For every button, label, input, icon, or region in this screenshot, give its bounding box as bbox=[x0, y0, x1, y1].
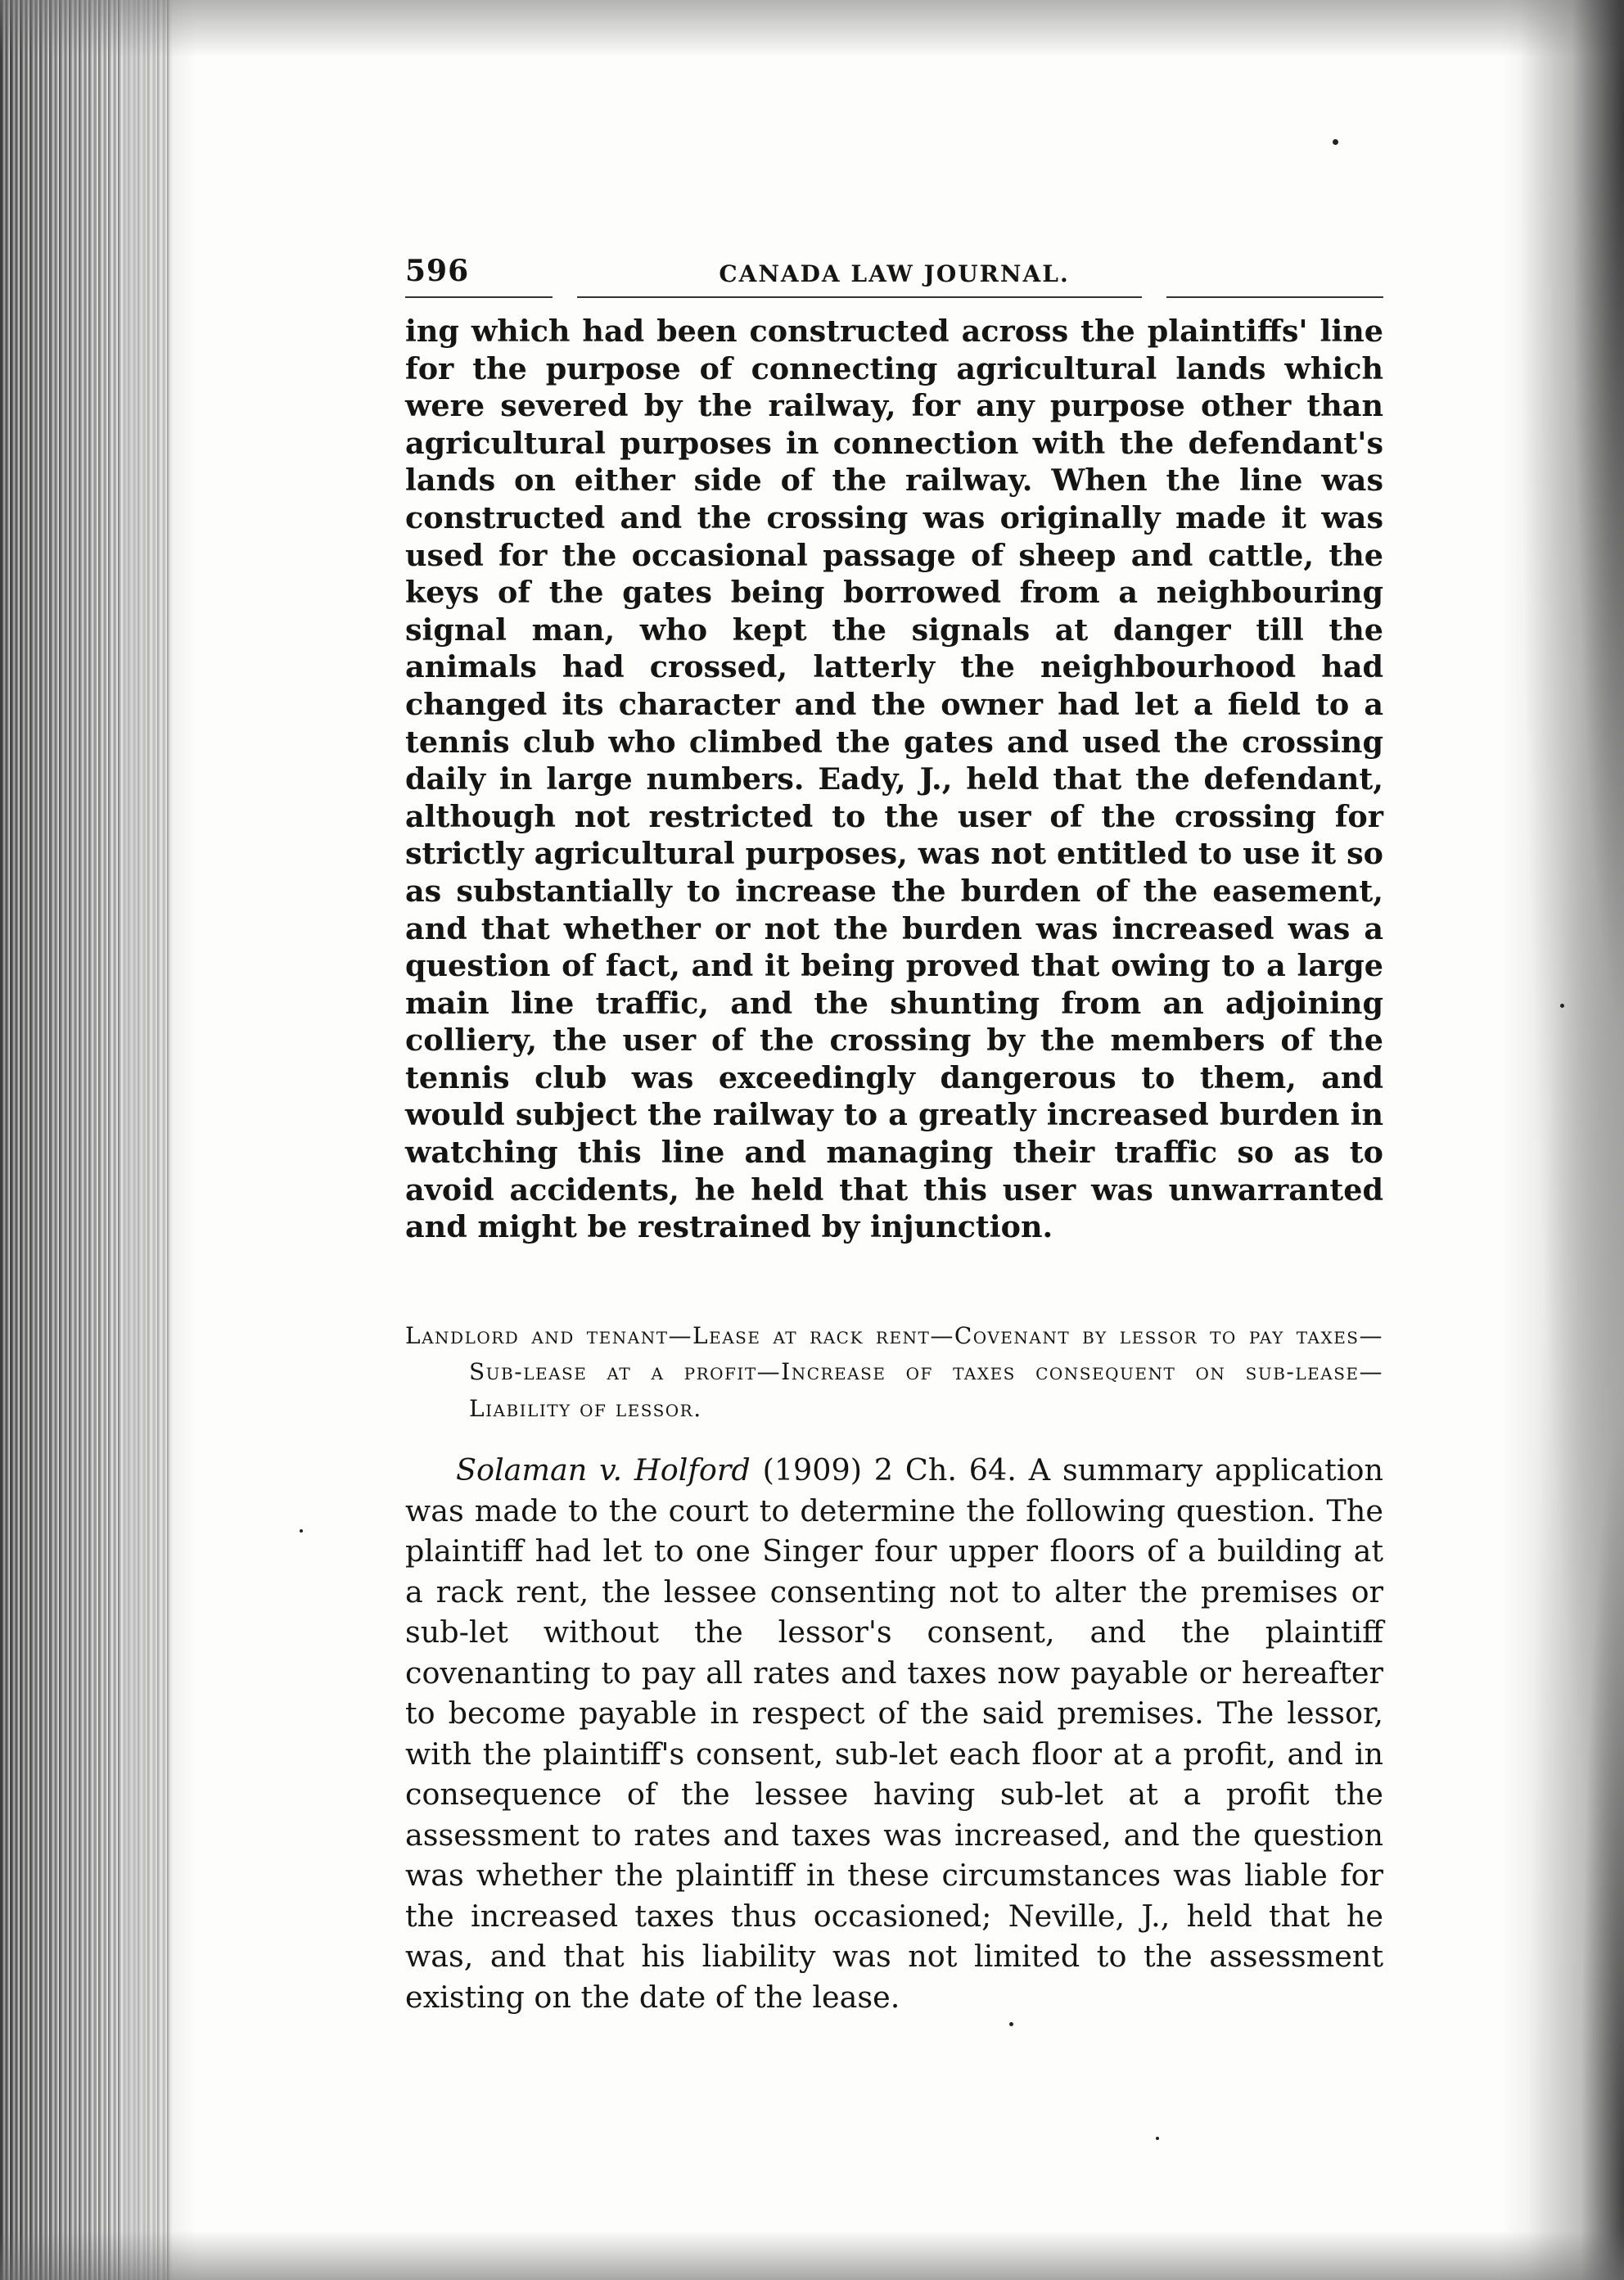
scan-edge-bottom bbox=[0, 2231, 1624, 2280]
body-paragraph-1: ing which had been constructed across the plaintiffs' line for the purpose of connecting agricultural lands which were severed by the railway, for any purpose other than agricultural purposes in connection with the defendant's lands on either side of the railway. When the line was constructed and the crossing was originally made it was used for the occasional passage of sheep and cattle, the keys of the gates being borrowed from a neighbouring signal man, who kept the signals at danger till the animals had crossed, latterly the neighbourhood had changed its character and the owner had let a field to a tennis club who climbed the gates and used the crossing daily in large numbers. Eady, J., held that the defendant, although not restricted to the user of the crossing for strictly agricultural purposes, was not entitled to use it so as substantially to increase the burden of the easement, and that whether or not the burden was increased was a question of fact, and it being proved that owing to a large main line traffic, and the shunting from an adjoining colliery, the user of the crossing by the members of the tennis club was exceedingly dangerous to them, and would subject the railway to a greatly increased burden in watching this line and managing their traffic so as to avoid accidents, he held that this user was unwarranted and might be restrained by injunction. bbox=[405, 314, 1383, 1245]
page-content bbox=[405, 254, 1383, 2017]
binding-fade bbox=[123, 0, 196, 2280]
speck-mark bbox=[1333, 139, 1338, 145]
journal-title: CANADA LAW JOURNAL. bbox=[719, 260, 1070, 287]
page-number: 596 bbox=[405, 254, 470, 288]
speck-mark bbox=[1009, 2022, 1013, 2026]
speck-mark bbox=[300, 1529, 303, 1533]
scan-edge-top bbox=[0, 0, 1624, 57]
paragraph-2-text: (1909) 2 Ch. 64. A summary application was made to the court to determine the following question. The plaintiff had let to one Singer four upper floors of a building at a rack rent, the lessee consenting not to alter the premises or sub-let without the lessor's consent, and the plaintiff covenanting to pay all rates and taxes now payable or hereafter to become payable in respect of the said premises. The lessor, with the plaintiff's consent, sub-let each floor at a profit, and in consequence of the lessee having sub-let at a profit the assessment to rates and taxes was increased, and the question was whether the plaintiff in these circumstances was liable for the increased taxes thus occasioned; Neville, J., held that he was, and that his liability was not limited to the assessment existing on the date of the lease. bbox=[405, 1452, 1383, 2015]
section-heading: Landlord and tenant—Lease at rack rent—Covenant by lessor to pay taxes—Sub-lease at a profit—Increase of taxes consequent on sub-lease—Liability of lessor. bbox=[405, 1321, 1383, 1422]
scan-edge-right bbox=[1501, 0, 1624, 2280]
running-head bbox=[405, 254, 1383, 295]
speck-mark bbox=[1560, 1004, 1564, 1008]
body-paragraph-2 bbox=[405, 1450, 1383, 2017]
case-citation-name: Solaman v. Holford bbox=[456, 1452, 751, 1488]
header-rule bbox=[405, 296, 1383, 298]
speck-mark bbox=[1156, 2137, 1159, 2140]
